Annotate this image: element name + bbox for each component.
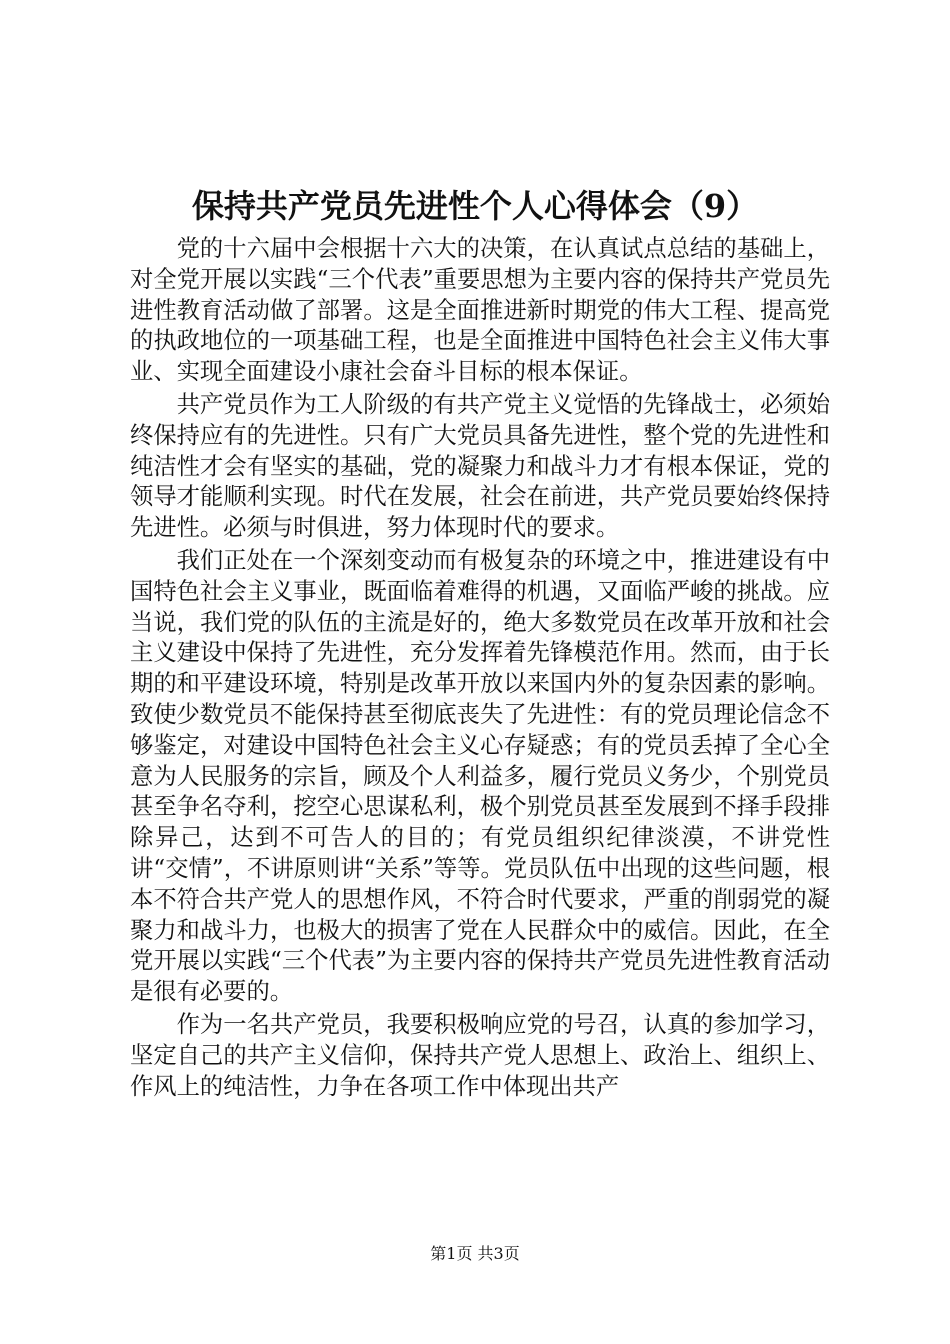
- paragraph-3: 我们正处在一个深刻变动而有极复杂的环境之中，推进建设有中国特色社会主义事业，既面临着难得的机遇，又面临严峻的挑战。应当说，我们党的队伍的主流是好的，绝大多数党员在改革开放和社会主义建设中保持了先进性，充分发挥着先锋模范作用。然而，由于长期的和平建设环境，特别是改革开放以来国内外的复杂因素的影响。致使少数党员不能保持甚至彻底丧失了先进性：有的党员理论信念不够鉴定，对建设中国特色社会主义心存疑惑；有的党员丢掉了全心全意为人民服务的宗旨，顾及个人利益多，履行党员义务少，个别党员甚至争名夺利，挖空心思谋私利，极个别党员甚至发展到不择手段排除异己，达到不可告人的目的；有党员组织纪律淡漠，不讲党性讲“交情”，不讲原则讲“关系”等等。党员队伍中出现的这些问题，根本不符合共产党人的思想作风，不符合时代要求，严重的削弱党的凝聚力和战斗力，也极大的损害了党在人民群众中的威信。因此，在全党开展以实践“三个代表”为主要内容的保持共产党员先进性教育活动是很有必要的。: [130, 546, 830, 1006]
- document-title: 保持共产党员先进性个人心得体会（9）: [191, 187, 759, 225]
- page-number-footer: 第1页 共3页: [430, 1244, 520, 1263]
- document-body: [130, 234, 830, 1104]
- paragraph-2: 共产党员作为工人阶级的有共产党主义觉悟的先锋战士，必须始终保持应有的先进性。只有广大党员具备先进性，整个党的先进性和纯洁性才会有坚实的基础，党的凝聚力和战斗力才有根本保证，党的领导才能顺利实现。时代在发展，社会在前进，共产党员要始终保持先进性。必须与时俱进，努力体现时代的要求。: [130, 390, 830, 542]
- paragraph-4: 作为一名共产党员，我要积极响应党的号召，认真的参加学习，坚定自己的共产主义信仰，保持共产党人思想上、政治上、组织上、作风上的纯洁性，力争在各项工作中体现出共产: [130, 1010, 830, 1100]
- paragraph-1: 党的十六届中会根据十六大的决策，在认真试点总结的基础上，对全党开展以实践“三个代表”重要思想为主要内容的保持共产党员先进性教育活动做了部署。这是全面推进新时期党的伟大工程、提高党的执政地位的一项基础工程，也是全面推进中国特色社会主义伟大事业、实现全面建设小康社会奋斗目标的根本保证。: [130, 235, 830, 386]
